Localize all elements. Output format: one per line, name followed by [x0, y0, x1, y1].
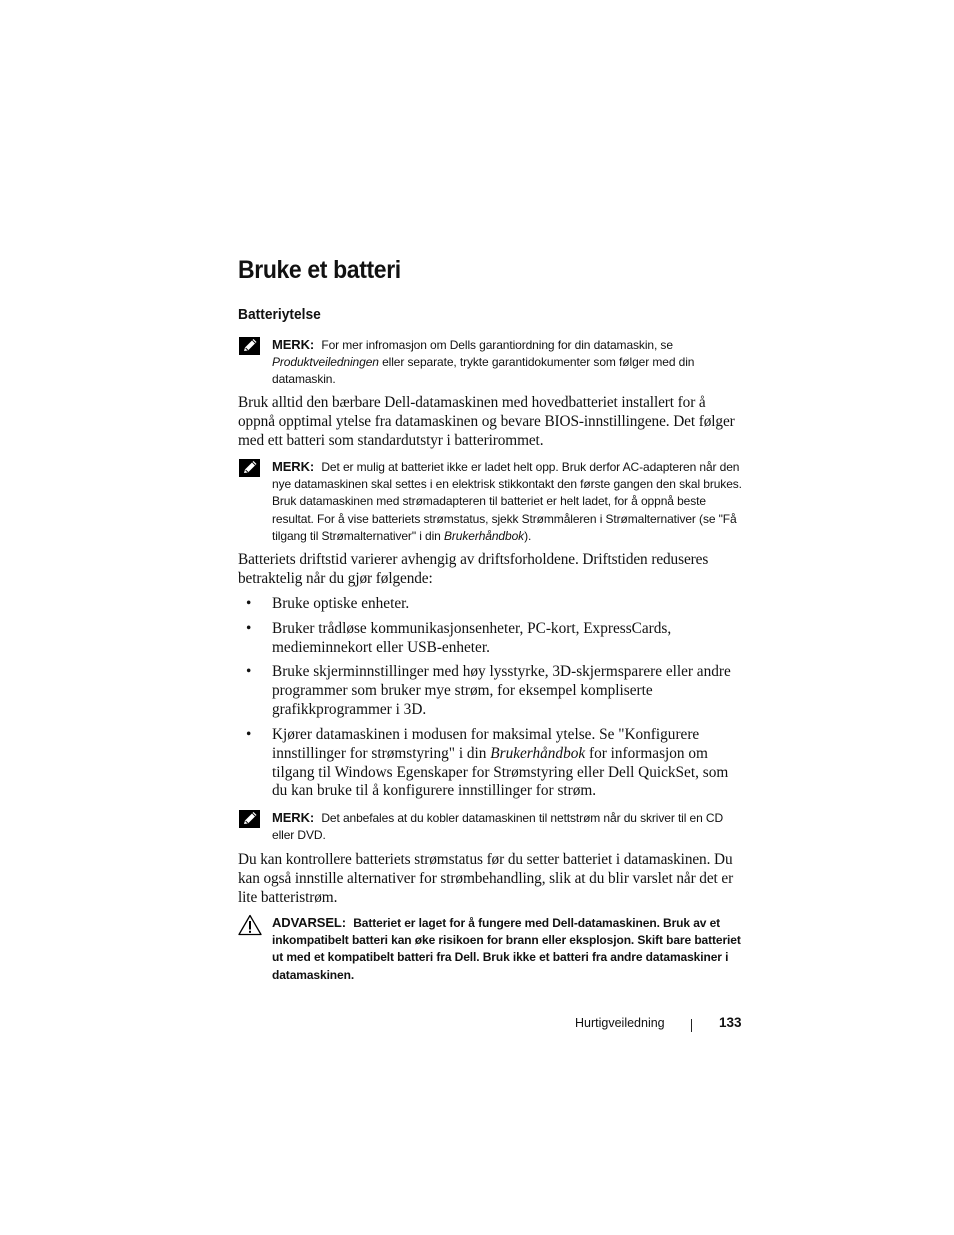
note-pencil-icon: [238, 809, 262, 829]
warning-triangle-icon: [238, 914, 262, 936]
note-1-text: MERK: For mer infromasjon om Dells garantiordning for din datamaskin, se Produktveiledningen eller separate, trykte garantidokumenter som følger med din datamaskin.: [272, 337, 695, 387]
list-item-text: Bruke skjerminnstillinger med høy lysstyrke, 3D-skjermsparere eller andre programmer som bruker mye strøm, for eksempel kompliserte grafikkprogrammer i 3D.: [272, 663, 731, 718]
list-item-text: Bruker trådløse kommunikasjonsenheter, PC-kort, ExpressCards, medieminnekort eller USB-enheter.: [272, 620, 672, 656]
list-item-text: Kjører datamaskinen i modusen for maksimal ytelse. Se "Konfigurere innstillinger for strømstyring" i din Brukerhåndbok for informasjon om tilgang til Windows Egenskaper for Strømstyring eller Dell QuickSet, som du kan bruke til å konfigurere innstillinger for strøm.: [272, 726, 729, 800]
note-2-label: MERK:: [272, 459, 315, 474]
note-3-label: MERK:: [272, 810, 315, 825]
page-title: Bruke et batteri: [238, 256, 401, 284]
paragraph-1: Bruk alltid den bærbare Dell-datamaskinen med hovedbatteriet installert for å oppnå opptimal ytelse fra datamaskinen og bevare BIOS-innstillingene. Det følger med ett batteri som standardutstyr i batterirommet.: [238, 394, 735, 449]
bullet-dot: •: [246, 620, 252, 637]
note-3-text: MERK: Det anbefales at du kobler datamaskinen til nettstrøm når du skriver til en CD eller DVD.: [272, 810, 724, 843]
bullet-dot: •: [246, 663, 252, 680]
bullet-dot: •: [246, 726, 252, 743]
footer-title: Hurtigveiledning: [575, 1016, 665, 1030]
paragraph-3: Du kan kontrollere batteriets strømstatus før du setter batteriet i datamaskinen. Du kan også innstille alternativer for strømbehandling, slik at du blir varslet når det er lite batteristrøm.: [238, 851, 734, 906]
warning-text: ADVARSEL: Batteriet er laget for å fungere med Dell-datamaskinen. Bruk av et inkompatibelt batteri kan øke risikoen for brann eller eksplosjon. Skift bare batteriet ut med et kompatibelt batteri fra Dell. Bruk ikke et batteri fra andre datamaskiner i datamaskinen.: [272, 915, 741, 982]
bullet-dot: •: [246, 595, 252, 612]
paragraph-2: Batteriets driftstid varierer avhengig av driftsforholdene. Driftstiden reduseres betraktelig når du gjør følgende:: [238, 551, 709, 587]
note-pencil-icon: [238, 336, 262, 356]
list-item-text: Bruke optiske enheter.: [272, 595, 410, 612]
section-title: Batteriytelse: [238, 306, 321, 323]
note-1-label: MERK:: [272, 337, 315, 352]
note-2-text: MERK: Det er mulig at batteriet ikke er ladet helt opp. Bruk derfor AC-adapteren når den nye datamaskinen skal settes i en elektrisk stikkontakt den første gangen den skal brukes. Bruk datamaskinen med strømadapteren til batteriet er helt ladet, for å oppnå beste resultat. For å vise batteriets strømstatus, sjekk Strømmåleren i Strømalternativer (se "Få tilgang til Strømalternativer" i din Brukerhåndbok).: [272, 459, 742, 543]
warning-label: ADVARSEL:: [272, 915, 346, 930]
footer-divider: [691, 1019, 692, 1032]
page-number: 133: [719, 1015, 742, 1030]
note-pencil-icon: [238, 458, 262, 478]
